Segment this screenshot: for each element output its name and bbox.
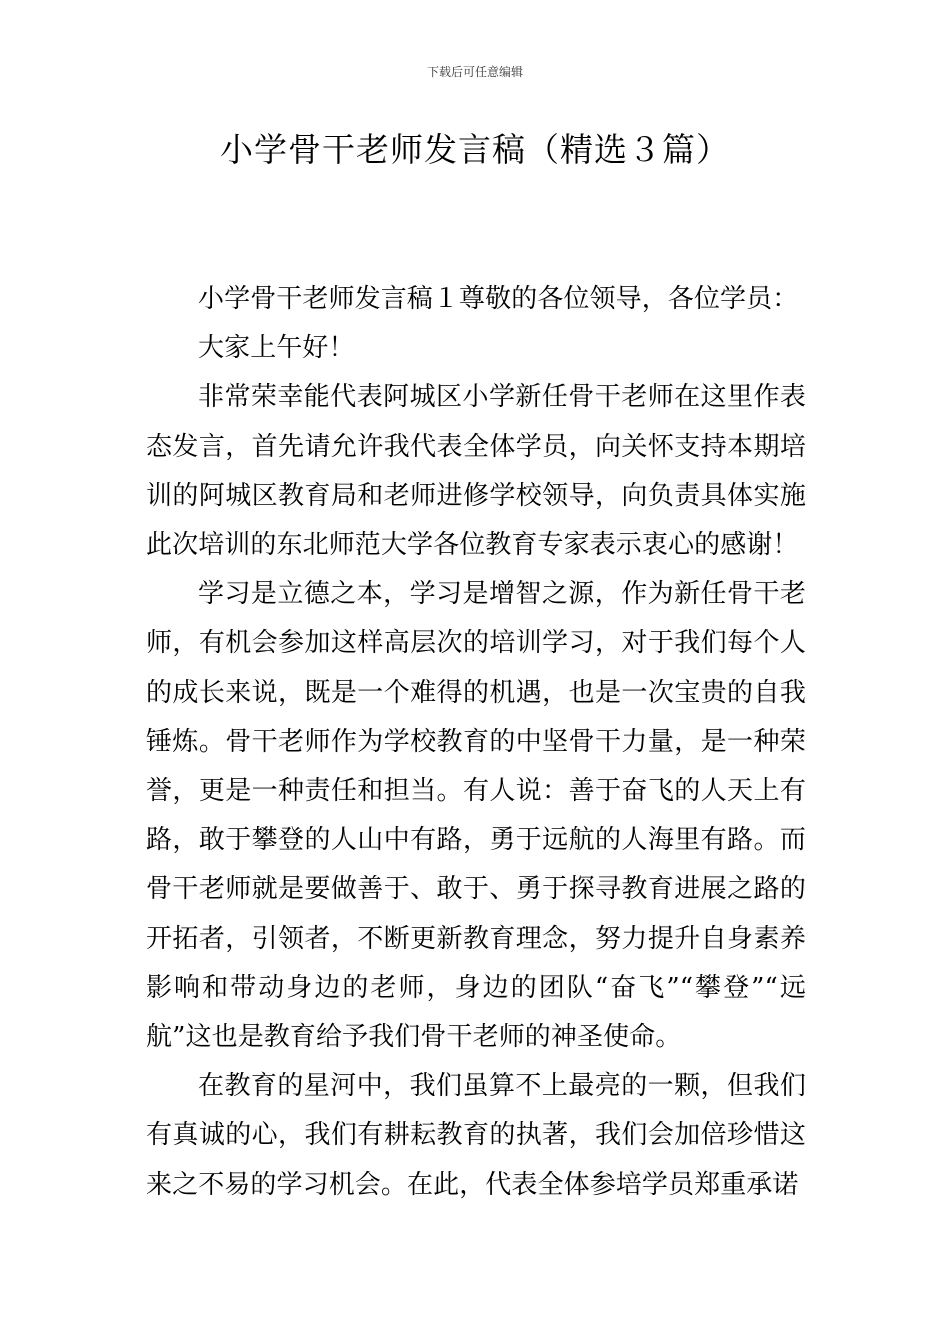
paragraph-greeting: 大家上午好！ xyxy=(198,333,355,364)
document-title: 小学骨干老师发言稿（精选３篇） xyxy=(220,130,730,169)
paragraph-salutation: 小学骨干老师发言稿１尊敬的各位领导，各位学员： xyxy=(198,284,799,314)
paragraph-thanks: 非常荣幸能代表阿城区小学新任骨干老师在这里作表态发言，首先请允许我代表全体学员，向关怀支持本期培训的阿城区教育局和老师进修学校领导，向负责具体实施此次培训的东北师范大学各位教育专家表示衷心的感谢！ xyxy=(146,382,806,561)
paragraph-learning: 学习是立德之本，学习是增智之源，作为新任骨干老师，有机会参加这样高层次的培训学习，对于我们每个人的成长来说，既是一个难得的机遇，也是一次宝贵的自我锤炼。骨干老师作为学校教育的中坚骨干力量，是一种荣誉，更是一种责任和担当。有人说：善于奋飞的人天上有路，敢于攀登的人山中有路，勇于远航的人海里有路。而骨干老师就是要做善于、敢于、勇于探寻教育进展之路的开拓者，引领者，不断更新教育理念，努力提升自身素养影响和带动身边的老师，身边的团队“奋飞”“攀登”“远航”这也是教育给予我们骨干老师的神圣使命。 xyxy=(146,579,806,1053)
paragraph-promise: 在教育的星河中，我们虽算不上最亮的一颗，但我们有真诚的心，我们有耕耘教育的执著，我们会加倍珍惜这来之不易的学习机会。在此，代表全体参培学员郑重承诺 xyxy=(146,1071,806,1200)
document-body xyxy=(146,275,806,1210)
header-note: 下载后可任意编辑 xyxy=(426,65,523,79)
